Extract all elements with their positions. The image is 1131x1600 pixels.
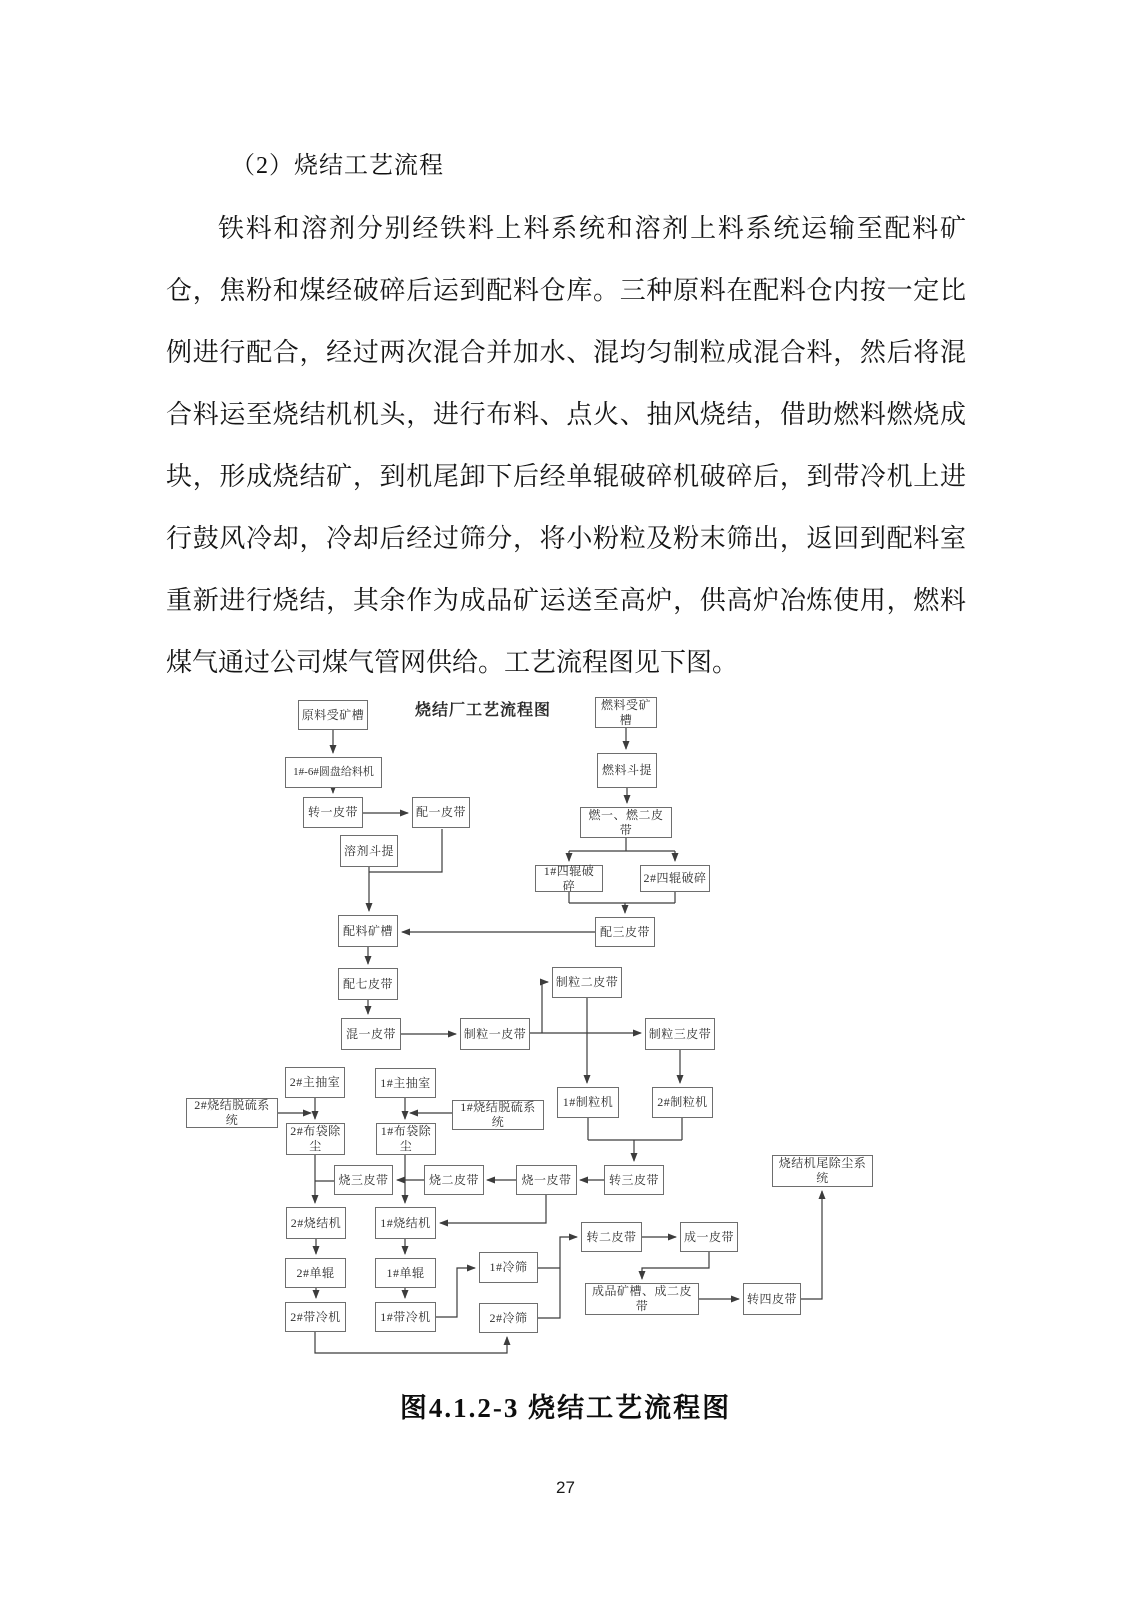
node-desulfurization-system-1: 1#烧结脱硫系统 [452, 1100, 544, 1130]
node-belt-cheng1: 成一皮带 [680, 1222, 738, 1252]
node-belt-shao3: 烧三皮带 [334, 1165, 393, 1195]
node-belt-shao1: 烧一皮带 [516, 1165, 577, 1195]
paragraph-line: 合料运至烧结机机头，进行布料、点火、抽风烧结，借助燃料燃烧成 [166, 400, 966, 429]
node-desulfurization-system-2: 2#烧结脱硫系统 [186, 1098, 278, 1128]
node-belt-zhili1: 制粒一皮带 [460, 1018, 530, 1050]
node-main-exhaust-room-2: 2#主抽室 [285, 1067, 345, 1098]
figure-caption: 图4.1.2-3 烧结工艺流程图 [399, 1393, 732, 1423]
node-belt-pei3: 配三皮带 [595, 917, 655, 947]
node-raw-material-hopper: 原料受矿槽 [298, 700, 368, 730]
node-belt-zhili2: 制粒二皮带 [552, 967, 622, 998]
node-four-roll-crusher-1: 1#四辊破碎 [535, 865, 603, 892]
node-tail-dedusting-system: 烧结机尾除尘系统 [772, 1155, 873, 1187]
node-belt-ran1-ran2: 燃一、燃二皮带 [580, 807, 672, 838]
node-fuel-bucket-elevator: 燃料斗提 [597, 753, 657, 788]
node-belt-cooler-2: 2#带冷机 [285, 1302, 346, 1332]
node-belt-cooler-1: 1#带冷机 [375, 1302, 436, 1332]
node-batching-ore-bin: 配料矿槽 [338, 915, 398, 947]
node-product-bin-belt-cheng2: 成品矿槽、成二皮带 [585, 1283, 699, 1315]
node-sintering-machine-2: 2#烧结机 [286, 1207, 346, 1239]
node-single-roll-1: 1#单辊 [375, 1258, 436, 1288]
node-belt-pei1: 配一皮带 [412, 797, 470, 828]
node-single-roll-2: 2#单辊 [285, 1258, 346, 1288]
node-belt-hun1: 混一皮带 [341, 1018, 401, 1050]
node-cold-screen-2: 2#冷筛 [479, 1303, 538, 1333]
paragraph-line: 煤气通过公司煤气管网供给。工艺流程图见下图。 [166, 648, 739, 677]
node-cold-screen-1: 1#冷筛 [479, 1252, 538, 1283]
node-sintering-machine-1: 1#烧结机 [375, 1207, 436, 1239]
node-belt-zhuan1: 转一皮带 [303, 797, 363, 828]
section-heading: （2）烧结工艺流程 [231, 153, 444, 179]
paragraph-line: 重新进行烧结，其余作为成品矿运送至高炉，供高炉冶炼使用，燃料 [166, 586, 966, 615]
paragraph-line: 例进行配合，经过两次混合并加水、混均匀制粒成混合料，然后将混 [166, 338, 966, 367]
paragraph-line: 铁料和溶剂分别经铁料上料系统和溶剂上料系统运输至配料矿 [218, 214, 966, 243]
node-baghouse-2: 2#布袋除尘 [286, 1123, 345, 1155]
flowchart-title: 烧结厂工艺流程图 [414, 702, 551, 719]
node-belt-shao2: 烧二皮带 [424, 1165, 484, 1195]
node-main-exhaust-room-1: 1#主抽室 [375, 1068, 436, 1098]
paragraph-line: 块，形成烧结矿，到机尾卸下后经单辊破碎机破碎后，到带冷机上进 [166, 462, 966, 491]
node-belt-pei7: 配七皮带 [338, 968, 398, 1000]
node-granulator-2: 2#制粒机 [652, 1087, 713, 1118]
node-four-roll-crusher-2: 2#四辊破碎 [640, 865, 710, 892]
node-baghouse-1: 1#布袋除尘 [376, 1123, 436, 1155]
node-granulator-1: 1#制粒机 [557, 1087, 619, 1118]
paragraph-line: 仓，焦粉和煤经破碎后运到配料仓库。三种原料在配料仓内按一定比 [166, 276, 966, 305]
node-belt-zhuan4: 转四皮带 [743, 1283, 801, 1315]
node-belt-zhuan2: 转二皮带 [581, 1222, 642, 1252]
paragraph-line: 行鼓风冷却，冷却后经过筛分，将小粉粒及粉末筛出，返回到配料室 [166, 524, 966, 553]
page-number: 27 [556, 1478, 575, 1497]
node-fuel-hopper: 燃料受矿槽 [595, 697, 657, 728]
node-belt-zhili3: 制粒三皮带 [645, 1018, 715, 1050]
node-flux-bucket-elevator: 溶剂斗提 [340, 835, 398, 867]
node-belt-zhuan3: 转三皮带 [604, 1165, 664, 1195]
node-disc-feeders: 1#-6#圆盘给料机 [285, 757, 382, 788]
